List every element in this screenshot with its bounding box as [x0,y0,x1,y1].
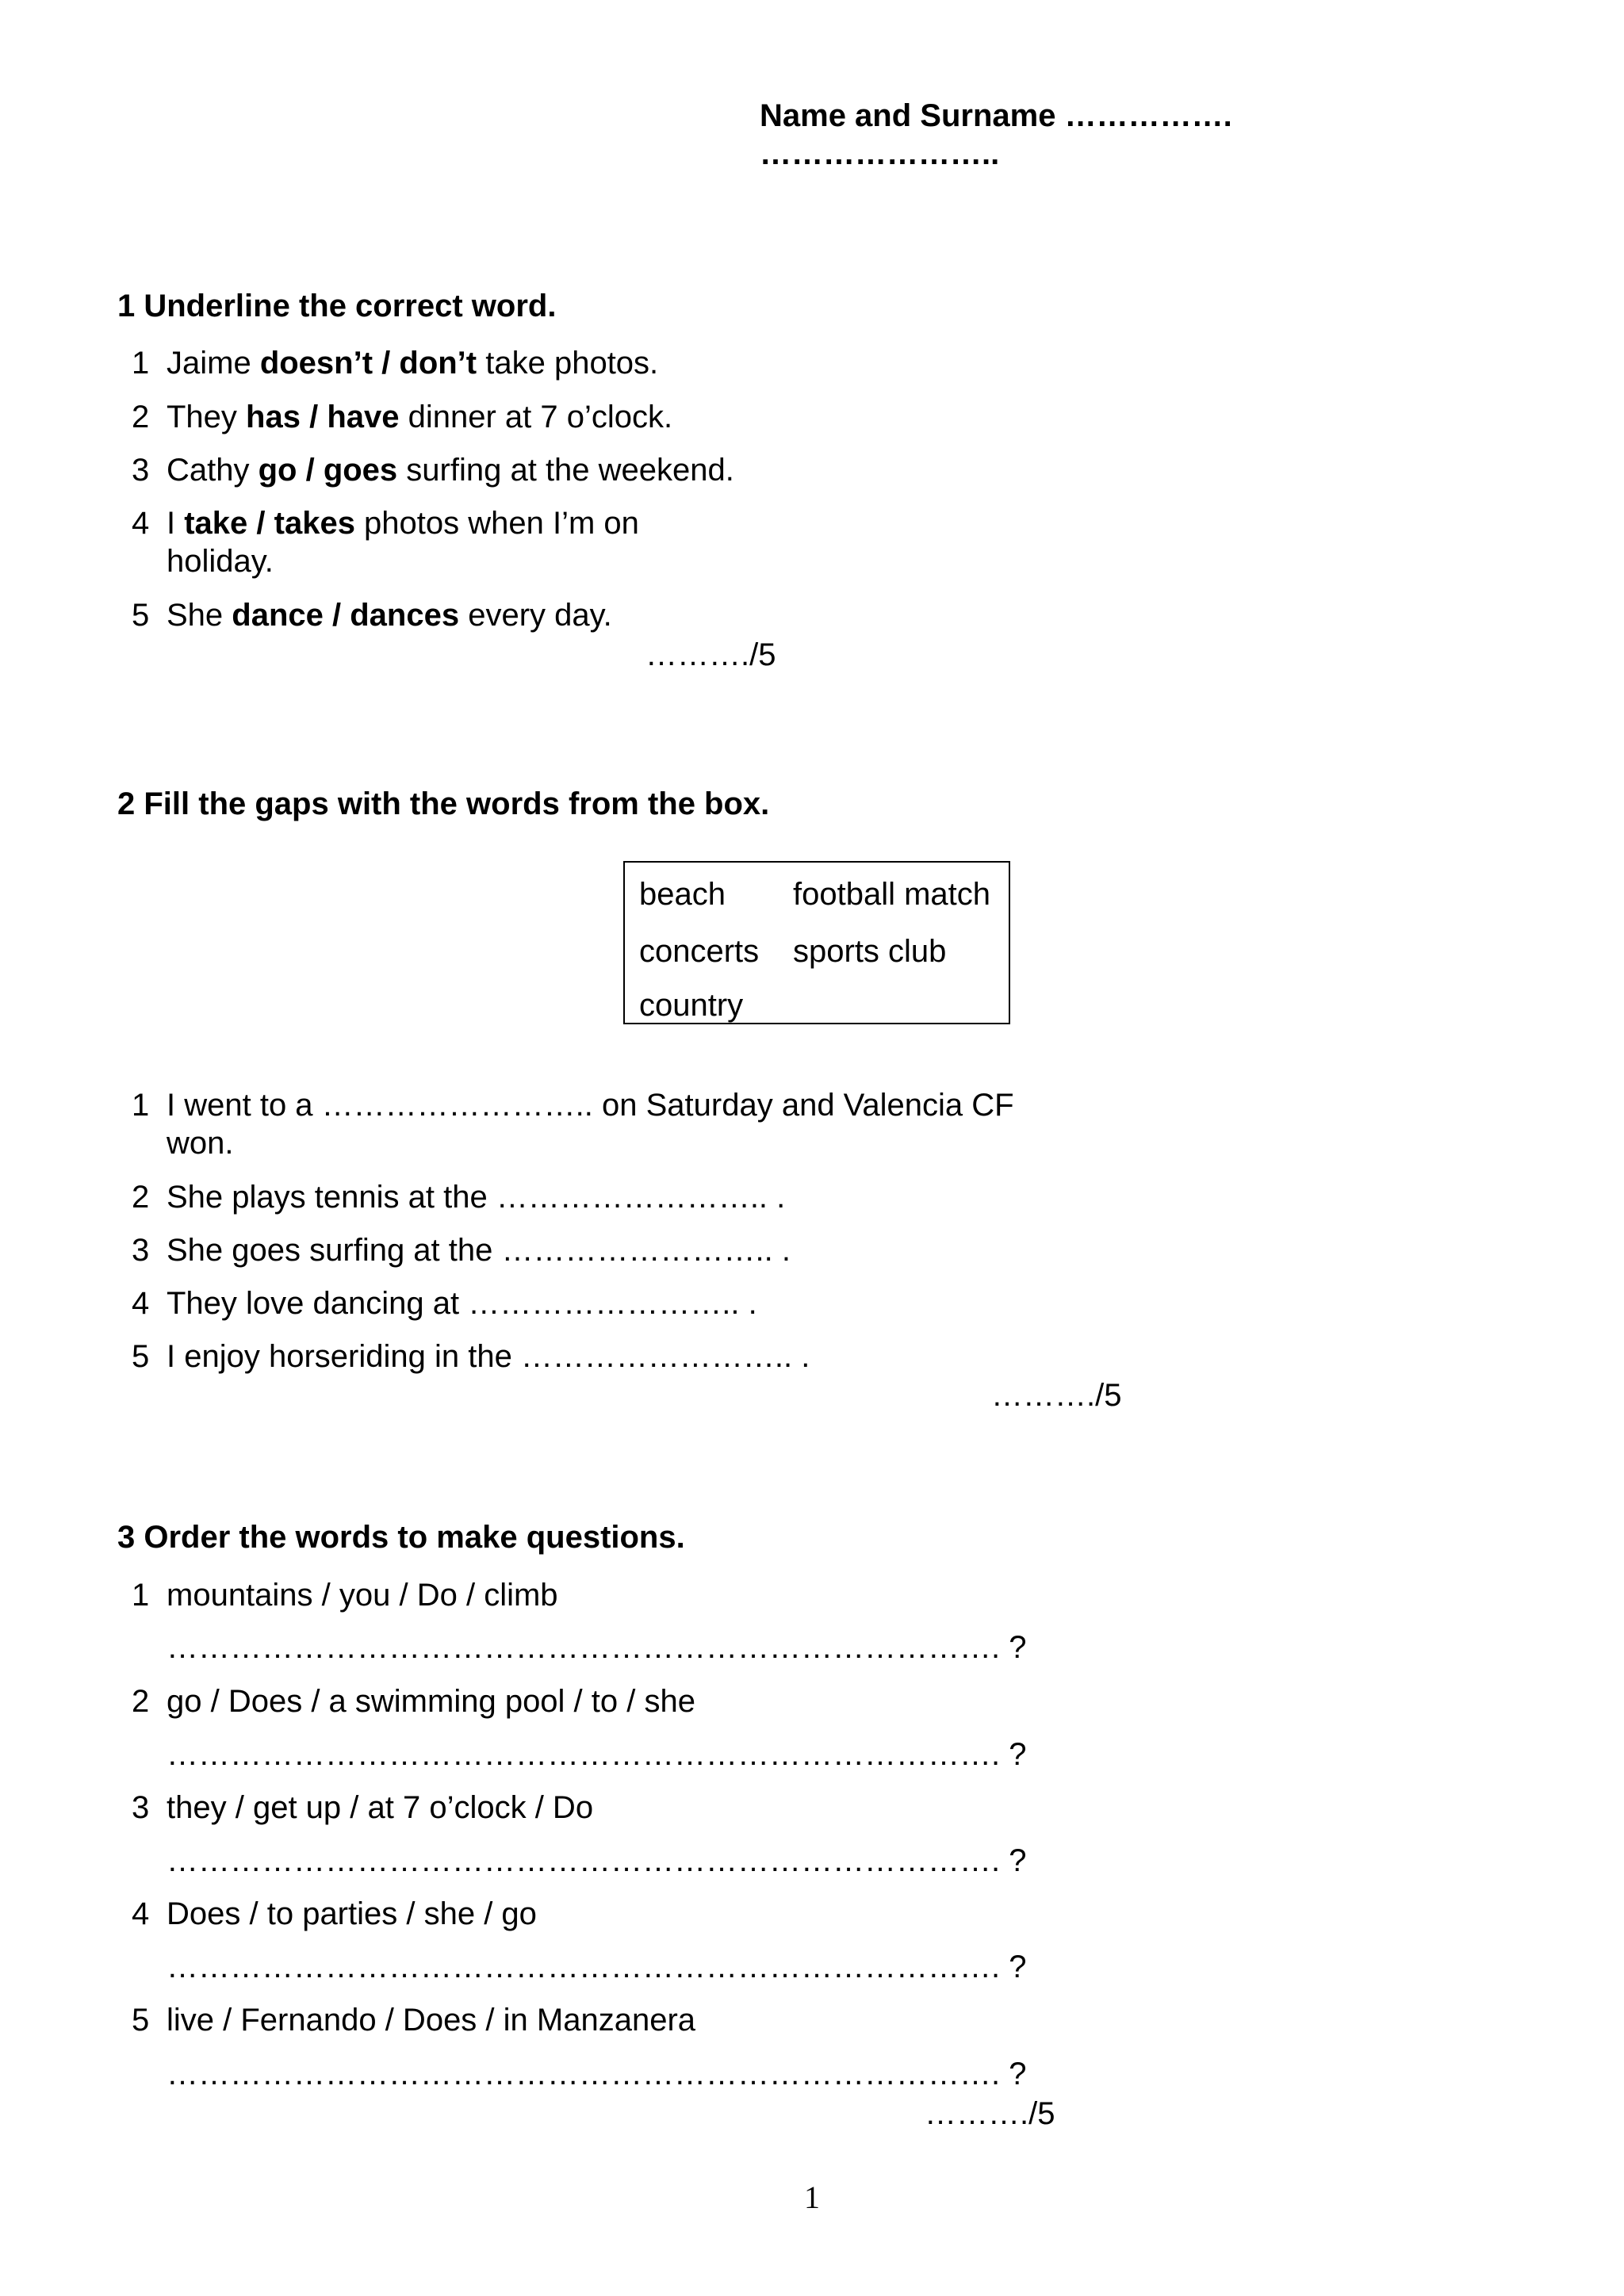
section2-item [132,1337,810,1376]
item-number: 5 [132,598,150,633]
word-box [623,861,1010,1024]
item-text: I enjoy horseriding in the …………………….. . [167,1339,810,1374]
item-text: Cathy go / goes surfing at the weekend. [167,453,734,488]
item-number: 4 [132,506,150,541]
item-number: 5 [132,2003,150,2038]
section1-item [132,451,734,489]
answer-line[interactable] [132,1628,1027,1667]
answer-dots: ……………………………………………………………………. ? [167,2057,1027,2091]
item-text: go / Does / a swimming pool / to / she [167,1684,695,1719]
item-text: She plays tennis at the …………………….. . [167,1180,786,1215]
item-number: 1 [132,1088,150,1123]
item-text: mountains / you / Do / climb [167,1578,558,1613]
section1-title: 1 Underline the correct word. [117,289,557,323]
box-word: football match [793,877,991,912]
answer-dots: ……………………………………………………………………. ? [167,1843,1027,1878]
answer-dots: ……………………………………………………………………. ? [167,1737,1027,1772]
section1-score: ………./5 [645,637,776,672]
item-text: They has / have dinner at 7 o’clock. [167,400,673,434]
answer-line[interactable] [132,1735,1027,1774]
word-choice[interactable]: has / have [246,400,400,434]
word-choice[interactable]: take / takes [184,506,355,541]
item-number: 2 [132,1684,150,1719]
box-word: concerts [639,934,760,969]
name-surname-label: Name and Surname [760,98,1056,133]
section3-item [132,1789,594,1827]
item-number: 3 [132,1790,150,1825]
name-dots-1: ……………. [1064,98,1232,133]
section3-item [132,2001,696,2039]
item-number: 4 [132,1896,150,1931]
section1-item [132,398,673,436]
item-text: She dance / dances every day. [167,598,612,633]
box-word: beach [639,877,726,912]
section2-item [132,1086,1014,1161]
answer-dots: ……………………………………………………………………. ? [167,1950,1027,1984]
item-number: 4 [132,1286,150,1321]
item-number: 3 [132,453,150,488]
answer-line[interactable] [132,2055,1027,2093]
item-number: 5 [132,1339,150,1374]
word-choice[interactable]: dance / dances [232,598,460,633]
section2-item [132,1231,791,1269]
item-number: 2 [132,1180,150,1215]
item-text: I take / takes photos when I’m on holiday. [167,506,639,579]
name-surname-line [760,97,1232,135]
section1-item [132,596,612,634]
name-surname-field [760,97,1232,173]
box-word: sports club [793,934,947,969]
section2-title: 2 Fill the gaps with the words from the box. [117,786,770,821]
item-number: 2 [132,400,150,434]
item-text: Does / to parties / she / go [167,1896,537,1931]
section3-item [132,1576,558,1614]
box-word: country [639,988,744,1023]
item-number: 3 [132,1233,150,1268]
item-text: I went to a …………………….. on Saturday and Valencia CF won. [167,1088,1014,1161]
section3-score: ………./5 [925,2096,1055,2131]
word-choice[interactable]: go / goes [258,453,398,488]
item-number: 1 [132,1578,150,1613]
answer-line[interactable] [132,1948,1027,1986]
section1-item [132,504,639,579]
item-text: they / get up / at 7 o’clock / Do [167,1790,594,1825]
item-text: She goes surfing at the …………………….. . [167,1233,791,1268]
item-text-continued: holiday. [167,544,274,579]
page-number: 1 [804,2179,820,2215]
section2-item [132,1284,757,1322]
section3-item [132,1682,695,1720]
word-choice[interactable]: doesn’t / don’t [259,346,477,381]
answer-line[interactable] [132,1842,1027,1880]
section2-score: ………./5 [991,1378,1122,1413]
section3-title: 3 Order the words to make questions. [117,1520,685,1555]
name-dots-2: ………………….. [760,136,1000,171]
section2-item [132,1178,786,1216]
item-text-continued: won. [167,1126,234,1161]
item-number: 1 [132,346,150,381]
item-text: They love dancing at …………………….. . [167,1286,757,1321]
answer-dots: ……………………………………………………………………. ? [167,1630,1027,1665]
item-text: Jaime doesn’t / don’t take photos. [167,346,659,381]
item-text: live / Fernando / Does / in Manzanera [167,2003,696,2038]
section3-item [132,1895,537,1933]
section1-item [132,344,659,382]
